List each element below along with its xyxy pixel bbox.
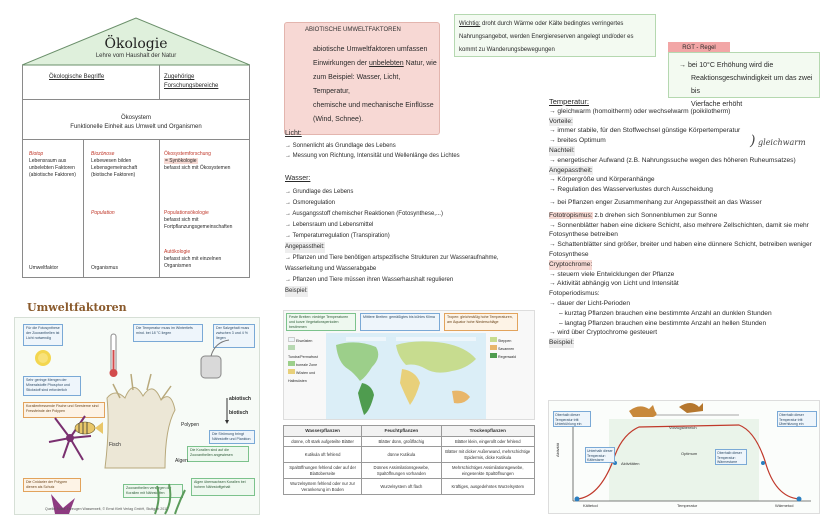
map-legend-right xyxy=(490,337,534,361)
wichtig-line: kommt zu Wanderungsbewegungen xyxy=(459,47,555,53)
list-item: → Regulation des Wasserverlustes durch Ausscheidung xyxy=(549,186,713,194)
coral-polyp-icon xyxy=(105,374,175,468)
wichtig-line xyxy=(459,18,655,31)
biotop-line: unbelebten Faktoren xyxy=(29,165,75,171)
thermometer-icon xyxy=(110,334,118,377)
list-item: → steuern viele Entwicklungen der Pflanze xyxy=(549,270,675,278)
wichtig-label: Wichtig: xyxy=(459,21,481,27)
table-header: Wasserpflanzen xyxy=(284,426,362,437)
list-item: → Grundlage des Lebens xyxy=(285,189,354,195)
table-cell: Kräftiges, ausgedehntes Wurzelsystem xyxy=(441,479,534,495)
vorzugsbereich-label: Vorzugsbereich xyxy=(669,425,697,430)
optimum-label: Optimum xyxy=(681,451,698,456)
info-box: Sehr geringe Mengen der Mineralstoffe Phosphor und Stickstoff sind erforderlich xyxy=(23,376,81,396)
biotop-block xyxy=(29,151,81,179)
house-subtitle: Lehre vom Haushalt der Natur xyxy=(95,53,177,59)
vorteile-heading: Vorteile: xyxy=(549,117,573,125)
world-map-illustration xyxy=(326,333,486,419)
temperatur-heading: Temperatur: xyxy=(549,97,590,106)
autoeko-line: befasst sich mit einzelnen xyxy=(164,256,222,262)
text-fragment: z.b drehen sich Sonnenblumen zur Sonne xyxy=(592,211,718,219)
autoeko-title: Autökologie xyxy=(164,249,191,255)
header-begriffe: Ökologische Begriffe xyxy=(49,74,105,80)
abiotic-line xyxy=(313,57,439,71)
divider xyxy=(23,99,249,100)
header-forschung-2: Forschungsbereiche xyxy=(164,83,219,89)
label-algen: Algen xyxy=(175,458,188,464)
licht-list xyxy=(285,141,460,161)
oekologie-house-diagram xyxy=(22,16,250,278)
curve-note: Oberhalb dieser Temperatur tritt Unterkühlung ein xyxy=(553,411,591,427)
header-forschung-1: Zugehörige xyxy=(164,74,195,80)
legend-item xyxy=(288,337,324,345)
kaeltetod-label: Kältetod xyxy=(583,503,598,508)
legend-item xyxy=(490,353,534,361)
oekosystemforschung-desc: befasst sich mit Ökosystemen xyxy=(164,165,231,171)
table-row xyxy=(284,463,535,479)
aktivitaeten-label: Aktivitäten xyxy=(621,461,640,466)
plant-comparison-table xyxy=(283,425,535,495)
autoeko-line: Organismen xyxy=(164,263,192,269)
abiotic-factors-card xyxy=(284,22,440,135)
house-title: Ökologie xyxy=(104,36,168,52)
curve-note: Oberhalb dieser Temperatur tritt Überhitzung ein xyxy=(777,411,817,427)
table-header-row xyxy=(284,426,535,437)
aktivitaet-marker xyxy=(761,461,765,465)
table-cell: Blätter dünn, großflächig xyxy=(362,436,441,447)
table-cell: Blätter mit dicker Außenwand, mehrschichtige Epidermis, dicke Kutikula xyxy=(441,447,534,463)
beispiel-heading: Beispiel: xyxy=(285,286,308,297)
gleichwarm-label: gleichwarm xyxy=(758,138,806,147)
nachteil-heading: Nachteil: xyxy=(549,146,575,154)
list-item: Wasserleitung und Wasserabgabe xyxy=(285,266,377,272)
wichtig-text xyxy=(459,18,655,57)
umweltfaktoren-infographic xyxy=(14,317,260,515)
synoekologie: = Synökologie xyxy=(165,158,197,164)
temperature-activity-curve xyxy=(548,400,820,514)
legend-item xyxy=(490,337,534,345)
abiotic-line: zum Beispiel: Wasser, Licht, Temperatur, xyxy=(313,74,401,95)
wichtig-line: Nahrungsangebot, werden Energiereserven angelegt und/oder es xyxy=(459,34,634,40)
info-box: Der Salzgehalt muss zwischen 3 und 4 % liegen xyxy=(213,324,255,348)
angepasstheit-heading: Angepasstheit: xyxy=(285,242,325,253)
biozoenose-title: Biozönose xyxy=(91,151,115,157)
map-note: Tropen: gleichmäßig hohe Temperaturen, am Äquator hohe Niederschläge xyxy=(444,313,518,331)
legend-label: Steppen xyxy=(498,339,512,343)
umweltfaktor-label: Umweltfaktor xyxy=(29,265,59,271)
waermetod-label: Wärmetod xyxy=(775,503,794,508)
list-item: → Sonnenlicht als Grundlage des Lebens xyxy=(285,143,396,149)
legend-label: Eiswüsten xyxy=(296,339,313,343)
list-item: → Sonnenblätter haben eine dickere Schicht, also mehrere Zellschichten, damit sie mehr xyxy=(549,221,809,229)
list-item: – kurztag Pflanzen brauchen eine bestimmte Anzahl an dunklen Stunden xyxy=(559,309,772,317)
table-cell: Dünnes Assimilationsgewebe, Spaltöffnungen vorhanden xyxy=(362,463,441,479)
abiotic-line: abiotische Umweltfaktoren umfassen xyxy=(313,46,428,53)
list-item: → gleichwarm (homoitherm) oder wechselwarm (poikilotherm) xyxy=(549,107,731,115)
curve-note: Oberhalb dieser Temperatur: Wärmestarre xyxy=(715,449,747,465)
list-item: → Pflanzen und Tiere benötigen artspezifische Strukturen zur Wasseraufnahme, xyxy=(285,255,499,261)
aktivitaet-axis-label: Aktivität xyxy=(555,442,560,457)
list-item: → Lebensraum und Lebensmittel xyxy=(285,222,374,228)
oekosystemforschung-block xyxy=(164,151,248,172)
umweltfaktoren-title: Umweltfaktoren xyxy=(27,301,127,314)
gleichwarm-annotation xyxy=(750,133,806,149)
list-item: → energetischer Aufwand (z.B. Nahrungssuche wegen des höheren Ruheumsatzes) xyxy=(549,156,796,164)
abiotic-line: chemische und mechanische Einflüsse xyxy=(313,102,434,109)
abiotic-text xyxy=(313,43,439,127)
organismus-label: Organismus xyxy=(91,265,118,271)
legend-swatch xyxy=(288,369,295,374)
fish-icon xyxy=(75,422,103,434)
abiotic-line: (Wind, Schnee). xyxy=(313,116,364,123)
oekosystemforschung-title: Ökosystemforschung xyxy=(164,151,211,157)
starfish-icon xyxy=(51,494,75,514)
cryptochrome-heading: Cryptochrome: xyxy=(549,260,593,268)
list-item: Fotosynthese betreiben xyxy=(549,231,618,239)
biozoenose-line: Lebensgemeinschaft xyxy=(91,165,138,171)
house-body xyxy=(22,65,250,278)
legend-swatch xyxy=(288,361,295,366)
list-item: → Messung von Richtung, Intensität und Wellenlänge des Lichtes xyxy=(285,153,460,159)
legend-swatch xyxy=(490,353,497,358)
list-item: → immer stabile, für den Stoffwechsel günstige Körpertemperatur xyxy=(549,127,741,135)
list-item: – langtag Pflanzen brauchen eine bestimmte Anzahl an hellen Stunden xyxy=(559,319,767,327)
table-cell: Wurzelsystem oft flach xyxy=(362,479,441,495)
biotop-title: Biotop xyxy=(29,151,44,157)
fototropismus-heading: Fototropismus: xyxy=(549,211,593,219)
map-note: Feste Breiten: niedrige Temperaturen und kurze Vegetationsperioden bestimmen xyxy=(286,313,356,331)
list-item: → Pflanzen und Tiere müssen ihren Wasserhaushalt regulieren xyxy=(285,277,454,283)
info-box: Die Temperatur muss im Wintertiefs mind. bei 18 °C liegen xyxy=(133,324,203,342)
divider xyxy=(83,139,84,278)
rgt-rule-card xyxy=(668,52,820,108)
list-item: → Körpergröße und Körperanhänge xyxy=(549,176,655,184)
rgt-line: Vierfache erhöht xyxy=(691,101,743,108)
biozoenose-block xyxy=(91,151,157,179)
wichtig-note xyxy=(454,14,656,57)
legend-swatch xyxy=(288,337,295,342)
coral-reef-illustration xyxy=(15,318,261,516)
table-row xyxy=(284,436,535,447)
divider xyxy=(159,65,160,99)
bracket-glyph: ) xyxy=(750,133,756,149)
list-item: → Temperaturregulation (Transpiration) xyxy=(285,233,390,239)
ecosystem-label: Ökosystem xyxy=(120,115,151,121)
legend-swatch xyxy=(288,345,295,350)
label-fisch: Fisch xyxy=(109,442,121,448)
label-abiotisch: abiotisch xyxy=(229,396,251,402)
biozoenose-line: (biotische Faktoren) xyxy=(91,172,136,178)
text-fragment: Natur, wie xyxy=(403,60,437,67)
legend-item xyxy=(288,361,324,369)
label-biotisch: biotisch xyxy=(229,410,249,416)
population-title: Population xyxy=(91,210,115,216)
list-item: → Ausgangsstoff chemischer Reaktionen (Fotosynthese,...) xyxy=(285,211,443,217)
table-cell: Mehrschichtiges Assimilationsgewebe, eingesenkte Spaltöffnungen xyxy=(441,463,534,479)
populationsoekologie-block xyxy=(164,210,248,231)
divider xyxy=(159,139,160,278)
abiotic-head: ABIOTISCHE UMWELTFAKTOREN xyxy=(305,27,401,33)
map-legend-left xyxy=(288,337,324,385)
popoeko-line: befasst sich mit xyxy=(164,217,199,223)
legend-swatch xyxy=(490,345,497,350)
salinity-meter-icon xyxy=(201,340,229,378)
table-cell: Kutikula oft fehlend xyxy=(284,447,362,463)
list-item: → wird über Cryptochrome gesteuert xyxy=(549,329,658,337)
table-header: Trockenpflanzen xyxy=(441,426,534,437)
waermetod-marker xyxy=(797,497,802,502)
source-note: Quelle: Natur Erzeugen Wasserwelt, © Ernst Klett Verlag GmbH, Stuttgart 2011 xyxy=(45,507,168,511)
info-box: Die Cnidarier der Polypen dienen als Schutz xyxy=(23,478,81,492)
legend-label: Regenwald xyxy=(498,355,516,359)
info-box: Die Strömung bringt Nährstoffe und Plankton xyxy=(209,430,255,444)
list-item: → Aktivität abhängig von Licht und Intensität xyxy=(549,280,679,288)
list-item: → bei Pflanzen enger Zusammenhang zur Angepasstheit an das Wasser xyxy=(549,198,762,206)
list-item: Fotosynthese xyxy=(549,250,589,258)
label-polypen: Polypen xyxy=(181,422,200,428)
biozoenose-line: Lebewesen bilden xyxy=(91,158,132,164)
fox-icon xyxy=(679,403,703,413)
autoekologie-block xyxy=(164,249,248,270)
text-underlined: unbelebten xyxy=(369,60,404,67)
table-header: Feuchtpflanzen xyxy=(362,426,441,437)
map-note: Mittlere Breiten: gemäßigtes bis kühles Klima xyxy=(360,313,440,331)
popoeko-title: Populationsökologie xyxy=(164,210,209,216)
fotoperiodismus-heading: Fotoperiodismus: xyxy=(549,290,600,298)
info-box: Korallenfressende Fische und Seesterne sind Fressfeinde der Polypen xyxy=(23,402,105,418)
rgt-heading: RGT - Regel xyxy=(682,45,716,51)
info-box: Algen überwachsen Korallen bei hohem Nährstoffgehalt xyxy=(191,478,255,496)
info-box: Für die Fotosynthese der Zooxanthellen ist Licht notwendig xyxy=(23,324,63,346)
table-row xyxy=(284,447,535,463)
popoeko-line: Fortpflanzungsgemeinschaften xyxy=(164,224,233,230)
legend-label: Savannen xyxy=(498,347,515,351)
list-item: → breites Optimum xyxy=(549,137,606,145)
wasser-heading: Wasser: xyxy=(285,175,311,182)
text-fragment: Einwirkungen der xyxy=(313,60,370,67)
angepasstheit-heading: Angepasstheit: xyxy=(549,166,593,174)
divider xyxy=(23,139,249,140)
list-item: → dauer der Licht-Perioden xyxy=(549,299,631,307)
info-box: Zooxanthellen versorgen die Korallen mit Nährstoffen xyxy=(123,484,183,498)
table-cell: Wurzelsystem fehlend oder nur zur Verankerung im Boden xyxy=(284,479,362,495)
table-row xyxy=(284,479,535,495)
temperatur-axis-label: Temperatur xyxy=(677,503,698,508)
list-item: → Osmoregulation xyxy=(285,200,336,206)
legend-item xyxy=(288,369,324,385)
curve-note: Unterhalb dieser Temperatur: Kältestarre xyxy=(585,447,615,463)
legend-item xyxy=(288,345,324,361)
wasser-list xyxy=(285,187,499,297)
legend-label: boreale Zone xyxy=(296,363,318,367)
legend-item xyxy=(490,345,534,353)
biotop-line: (abiotische Faktoren) xyxy=(29,172,76,178)
info-box: Die Korallen sind auf die Zooxanthellen angewiesen xyxy=(187,446,249,462)
climate-zone-map xyxy=(283,310,535,420)
rgt-line: → bei 10°C Erhöhung wird die xyxy=(679,62,774,69)
ecosystem-desc: Funktionelle Einheit aus Umwelt und Organismen xyxy=(70,124,202,130)
legend-swatch xyxy=(490,337,497,342)
table-cell: Spaltöffnungen fehlend oder auf der Blattoberseite xyxy=(284,463,362,479)
kaeltetod-marker xyxy=(575,497,580,502)
list-item: → Schattenblätter sind größer, breiter und haben eine dünnere Schicht, betreiben weniger xyxy=(549,241,812,249)
table-cell: dünne Kutikula xyxy=(362,447,441,463)
legend-label: Tundra/Permafrost xyxy=(288,355,318,359)
table-cell: Blätter klein, eingerollt oder fehlend xyxy=(441,436,534,447)
rgt-line: Reaktionsgeschwindigkeit um das zwei bis xyxy=(691,75,813,95)
beispiel-heading: Beispiel: xyxy=(549,339,574,347)
table-cell: dünne, oft stark aufgeteilte Blätter xyxy=(284,436,362,447)
fototropismus-line xyxy=(549,211,825,221)
text-fragment: droht durch Wärme oder Kälte bedingtes verringertes xyxy=(480,21,624,27)
legend-label: Wüsten und Halbwüsten xyxy=(288,371,316,383)
licht-heading: Licht: xyxy=(285,130,302,137)
animal-icon xyxy=(629,405,657,417)
biotop-line: Lebensraum aus xyxy=(29,158,67,164)
